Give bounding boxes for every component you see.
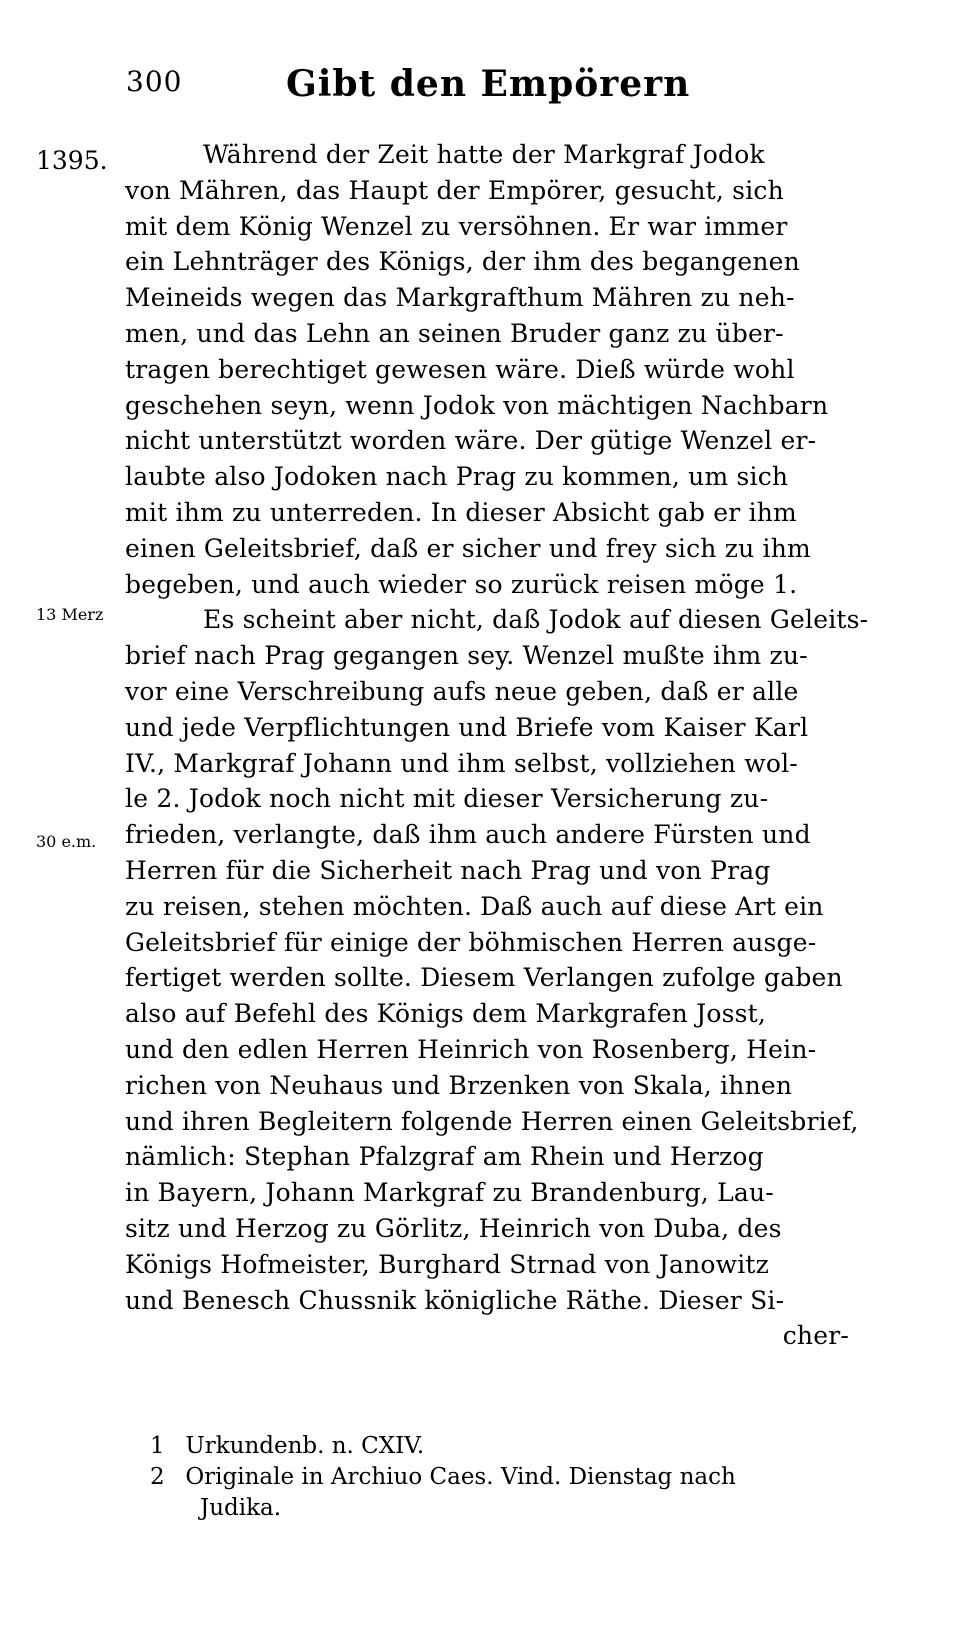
body-line: und ihren Begleitern folgende Herren einen Geleitsbrief, [125,1106,859,1136]
catchword: cher- [782,1321,849,1351]
body-line: und Benesch Chussnik königliche Räthe. Dieser Si- [125,1285,785,1315]
body-line: men, und das Lehn an seinen Bruder ganz zu über- [125,318,784,348]
body-line: IV., Markgraf Johann und ihm selbst, vollziehen wol- [125,748,798,778]
page-header [126,63,846,110]
body-line: in Bayern, Johann Markgraf zu Brandenburg, Lau- [125,1178,774,1208]
body-line: mit dem König Wenzel zu versöhnen. Er war immer [125,211,788,241]
body-line: tragen berechtiget gewesen wäre. Dieß würde wohl [125,354,795,384]
body-line: Meineids wegen das Markgrafthum Mähren zu neh- [125,283,795,313]
body-line: nämlich: Stephan Pfalzgraf am Rhein und Herzog [125,1142,764,1172]
page-number: 300 [126,65,183,98]
body-line: nicht unterstützt worden wäre. Der gütige Wenzel er- [125,426,817,456]
footnote-1 [150,1431,860,1462]
body-line: le 2. Jodok noch nicht mit dieser Versicherung zu- [125,784,769,814]
footnote-marker: 2 [150,1464,165,1490]
body-line: und den edlen Herren Heinrich von Rosenberg, Hein- [125,1034,817,1064]
body-line: vor eine Verschreibung aufs neue geben, daß er alle [125,676,799,706]
footnote-text: Urkundenb. n. CXIV. [185,1433,425,1459]
body-line: begeben, und auch wieder so zurück reisen möge 1. [125,569,798,599]
body-line: laubte also Jodoken nach Prag zu kommen, um sich [125,462,789,492]
footnote-continuation: Judika. [200,1495,282,1521]
body-line: frieden, verlangte, daß ihm auch andere Fürsten und [125,820,811,850]
running-title: Gibt den Empörern [286,63,691,105]
body-line: geschehen seyn, wenn Jodok von mächtigen Nachbarn [125,390,829,420]
body-line: also auf Befehl des Königs dem Markgrafen Josst, [125,999,767,1029]
body-line: richen von Neuhaus und Brzenken von Skala, ihnen [125,1070,793,1100]
body-line: Es scheint aber nicht, daß Jodok auf diesen Geleits- [203,605,869,635]
body-line: sitz und Herzog zu Görlitz, Heinrich von Duba, des [125,1213,782,1243]
body-line: und jede Verpflichtungen und Briefe vom Kaiser Karl [125,712,809,742]
footnote-marker: 1 [150,1433,165,1459]
body-line: mit ihm zu unterreden. In dieser Absicht gab er ihm [125,497,797,527]
body-line: zu reisen, stehen möchten. Daß auch auf diese Art ein [125,891,824,921]
body-line: fertiget werden sollte. Diesem Verlangen zufolge gaben [125,963,843,993]
footnote-2 [150,1462,860,1493]
body-line: von Mähren, das Haupt der Empörer, gesucht, sich [125,175,784,205]
body-line: einen Geleitsbrief, daß er sicher und frey sich zu ihm [125,533,811,563]
marginal-date-note-1: 13 Merz [36,605,104,624]
body-line: Herren für die Sicherheit nach Prag und von Prag [125,855,771,885]
body-line: Während der Zeit hatte der Markgraf Jodok [203,140,765,169]
footnotes [150,1431,860,1524]
body-line: brief nach Prag gegangen sey. Wenzel mußte ihm zu- [125,641,808,671]
body-line: ein Lehnträger des Königs, der ihm des begangenen [125,247,800,277]
body-text [125,138,869,1355]
body-line: Geleitsbrief für einige der böhmischen Herren ausge- [125,927,817,957]
marginal-date-note-2: 30 e.m. [36,832,97,851]
body-line: Königs Hofmeister, Burghard Strnad von Janowitz [125,1249,770,1279]
footnote-text: Originale in Archiuo Caes. Vind. Dienstag nach [185,1464,736,1490]
marginal-year-note: 1395. [36,146,108,175]
